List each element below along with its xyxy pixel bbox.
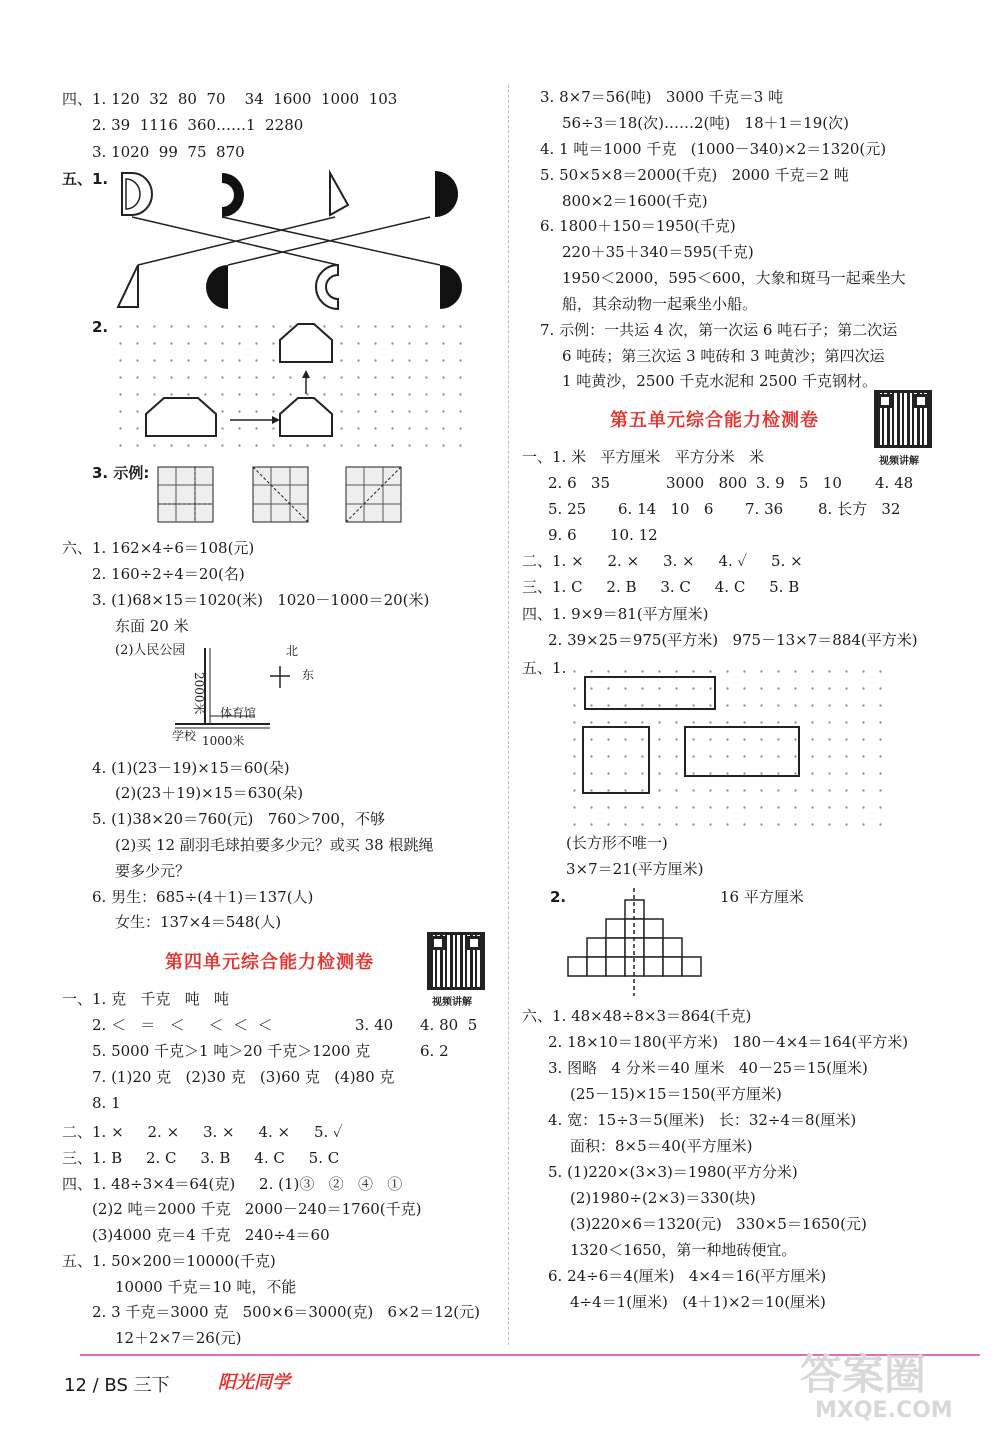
s6-line1: 六、1. 162×4÷6＝108(元)	[62, 539, 255, 557]
u5-line7: 四、1. 9×9＝81(平方厘米)	[522, 605, 709, 623]
map-east-label: 东	[302, 668, 315, 682]
s6-line4: 东面 20 米	[115, 617, 189, 635]
map-distance-east: 1000米	[202, 734, 245, 748]
u5-line12: 2.	[550, 888, 567, 906]
unit5-title: 第五单元综合能力检测卷	[610, 410, 819, 431]
s6-line5: (2)人民公园	[115, 643, 186, 658]
u5-line16: (25－15)×15＝150(平方厘米)	[570, 1085, 782, 1103]
u5-line23: 6. 24÷6＝4(厘米) 4×4＝16(平方厘米)	[548, 1267, 827, 1285]
r-line4: 5. 50×5×8＝2000(千克) 2000 千克＝2 吨	[540, 166, 849, 184]
u4-line3: 5. 5000 千克＞1 吨＞20 千克＞1200 克	[92, 1042, 371, 1060]
map-stadium-label: 体育馆	[220, 706, 257, 720]
u5-line19: 5. (1)220×(3×3)＝1980(平方分米)	[548, 1163, 798, 1181]
unit5-qr-caption: 视频讲解	[879, 456, 919, 467]
s4-line3: 3. 1020 99 75 870	[92, 143, 245, 161]
r-line8: 1950＜2000，595＜600，大象和斑马一起乘坐大	[562, 269, 906, 287]
u5-line24: 4÷4＝1(厘米) (4＋1)×2＝10(厘米)	[570, 1293, 826, 1311]
r-line12: 1 吨黄沙，2500 千克水泥和 2500 千克钢材。	[562, 372, 877, 390]
u5-line2c: 3. 9 5 10	[756, 474, 842, 492]
s6-line10: 要多少元？	[115, 862, 191, 880]
r-line11: 6 吨砖；第三次运 3 吨砖和 3 吨黄沙；第四次运	[562, 347, 885, 365]
u5-line3a: 5. 25	[548, 500, 587, 518]
r-line3: 4. 1 吨＝1000 千克 (1000－340)×2＝1320(元)	[540, 140, 887, 158]
unit4-title: 第四单元综合能力检测卷	[165, 952, 374, 973]
map-north-label: 北	[286, 644, 299, 658]
u5-line3d: 8. 长方 32	[818, 500, 901, 518]
u4-line14: 12＋2×7＝26(元)	[115, 1329, 242, 1347]
u5-line2b: 3000 800	[666, 474, 748, 492]
u4-line6: 二、1. × 2. × 3. × 4. × 5. ✓	[62, 1123, 343, 1141]
s6-line12: 女生：137×4＝548(人)	[115, 913, 282, 931]
map-distance-north: 2000米	[192, 672, 206, 715]
u5-line20: (2)1980÷(2×3)＝330(块)	[570, 1189, 756, 1207]
page-number: 12 / BS 三下	[64, 1375, 170, 1396]
watermark-logo: 答案圈	[800, 1350, 927, 1399]
u4-line5: 8. 1	[92, 1094, 121, 1112]
brand-logo: 阳光同学	[218, 1372, 290, 1393]
unit4-qr-caption: 视频讲解	[432, 997, 472, 1008]
map-school-label: 学校	[172, 729, 197, 743]
r-line10: 7. 示例：一共运 4 次，第一次运 6 吨石子；第二次运	[540, 321, 898, 339]
s6-line9: (2)买 12 副羽毛球拍要多少元？或买 38 根跳绳	[115, 836, 434, 854]
rectangle-2	[684, 726, 800, 777]
s5-label3: 3. 示例:	[92, 464, 150, 482]
u5-line2d: 4. 48	[875, 474, 914, 492]
u4-line11: 五、1. 50×200＝10000(千克)	[62, 1252, 276, 1270]
u5-line10: (长方形不唯一)	[566, 834, 668, 852]
u5-line6: 三、1. C 2. B 3. C 4. C 5. B	[522, 578, 800, 596]
r-line6: 6. 1800＋150＝1950(千克)	[540, 217, 736, 235]
u5-line3c: 7. 36	[745, 500, 784, 518]
s6-line6: 4. (1)(23－19)×15＝60(朵)	[92, 759, 290, 777]
u4-line13: 2. 3 千克＝3000 克 500×6＝3000(克) 6×2＝12(元)	[92, 1303, 481, 1321]
rectangle-1	[584, 676, 716, 710]
translate-figure	[112, 318, 462, 450]
s6-line2: 2. 160÷2÷4＝20(名)	[92, 565, 245, 583]
u4-line8: 四、1. 48÷3×4＝64(克) 2. (1)③ ② ④ ①	[62, 1175, 403, 1193]
s6-line8: 5. (1)38×20＝760(元) 760＞700，不够	[92, 810, 385, 828]
s5-label1: 五、1.	[62, 170, 109, 188]
u5-line14: 2. 18×10＝180(平方米) 180－4×4＝164(平方米)	[548, 1033, 909, 1051]
u5-line1: 一、1. 米 平方厘米 平方分米 米	[522, 448, 764, 466]
r-line1: 3. 8×7＝56(吨) 3000 千克＝3 吨	[540, 88, 784, 106]
u5-line13: 六、1. 48×48÷8×3＝864(千克)	[522, 1007, 752, 1025]
u5-line8: 2. 39×25＝975(平方米) 975－13×7＝884(平方米)	[548, 631, 918, 649]
u5-line2a: 2. 6 35	[548, 474, 611, 492]
r-line7: 220＋35＋340＝595(千克)	[562, 243, 754, 261]
u5-line4a: 9. 6	[548, 526, 577, 544]
s5-label2: 2.	[92, 318, 109, 336]
u5-line15: 3. 图略 4 分米＝40 厘米 40－25＝15(厘米)	[548, 1059, 868, 1077]
u4-line4: 7. (1)20 克 (2)30 克 (3)60 克 (4)80 克	[92, 1068, 395, 1086]
r-line2: 56÷3＝18(次)……2(吨) 18＋1＝19(次)	[562, 114, 849, 132]
u5-line3b: 6. 14 10 6	[618, 500, 714, 518]
u5-line9: 五、1.	[522, 659, 567, 677]
u4-line7: 三、1. B 2. C 3. B 4. C 5. C	[62, 1149, 340, 1167]
symmetry-squares	[158, 467, 398, 525]
u4-line2c: 4. 80 5	[420, 1016, 478, 1034]
unit5-qr-code[interactable]	[874, 390, 932, 448]
watermark-url: MXQE.COM	[815, 1398, 953, 1423]
u5-line4b: 10. 12	[610, 526, 658, 544]
u5-line12b: 16 平方厘米	[720, 888, 804, 906]
u5-line18: 面积：8×5＝40(平方厘米)	[570, 1137, 753, 1155]
u4-line2: 2. ＜ ＝ ＜ ＜ ＜ ＜	[92, 1016, 273, 1034]
s6-line3: 3. (1)68×15＝1020(米) 1020－1000＝20(米)	[92, 591, 430, 609]
staircase-figure	[568, 888, 728, 998]
matching-figure	[110, 165, 490, 315]
s6-line11: 6. 男生：685÷(4＋1)＝137(人)	[92, 888, 314, 906]
u4-line3b: 6. 2	[420, 1042, 449, 1060]
u5-line21: (3)220×6＝1320(元) 330×5＝1650(元)	[570, 1215, 867, 1233]
s4-line2: 2. 39 1116 360……1 2280	[92, 116, 304, 134]
s4-line1: 四、1. 120 32 80 70 34 1600 1000 103	[62, 90, 398, 108]
column-divider	[508, 85, 509, 1345]
square	[582, 726, 650, 794]
u5-line17: 4. 宽：15÷3＝5(厘米) 长：32÷4＝8(厘米)	[548, 1111, 857, 1129]
r-line5: 800×2＝1600(千克)	[562, 192, 708, 210]
u5-line22: 1320＜1650，第一种地砖便宜。	[570, 1241, 797, 1259]
r-line9: 船，其余动物一起乘坐小船。	[562, 295, 758, 313]
u4-line9: (2)2 吨＝2000 千克 2000－240＝1760(千克)	[92, 1200, 422, 1218]
u4-line1: 一、1. 克 千克 吨 吨	[62, 990, 229, 1008]
u4-line2b: 3. 40	[355, 1016, 394, 1034]
u5-line5: 二、1. × 2. × 3. × 4. ✓ 5. ×	[522, 552, 803, 570]
u4-line10: (3)4000 克＝4 千克 240÷4＝60	[92, 1226, 330, 1244]
s6-line7: (2)(23＋19)×15＝630(朵)	[115, 784, 304, 802]
u5-line11: 3×7＝21(平方厘米)	[566, 860, 704, 878]
u4-line12: 10000 千克＝10 吨，不能	[115, 1278, 297, 1296]
unit4-qr-code[interactable]	[427, 932, 485, 990]
